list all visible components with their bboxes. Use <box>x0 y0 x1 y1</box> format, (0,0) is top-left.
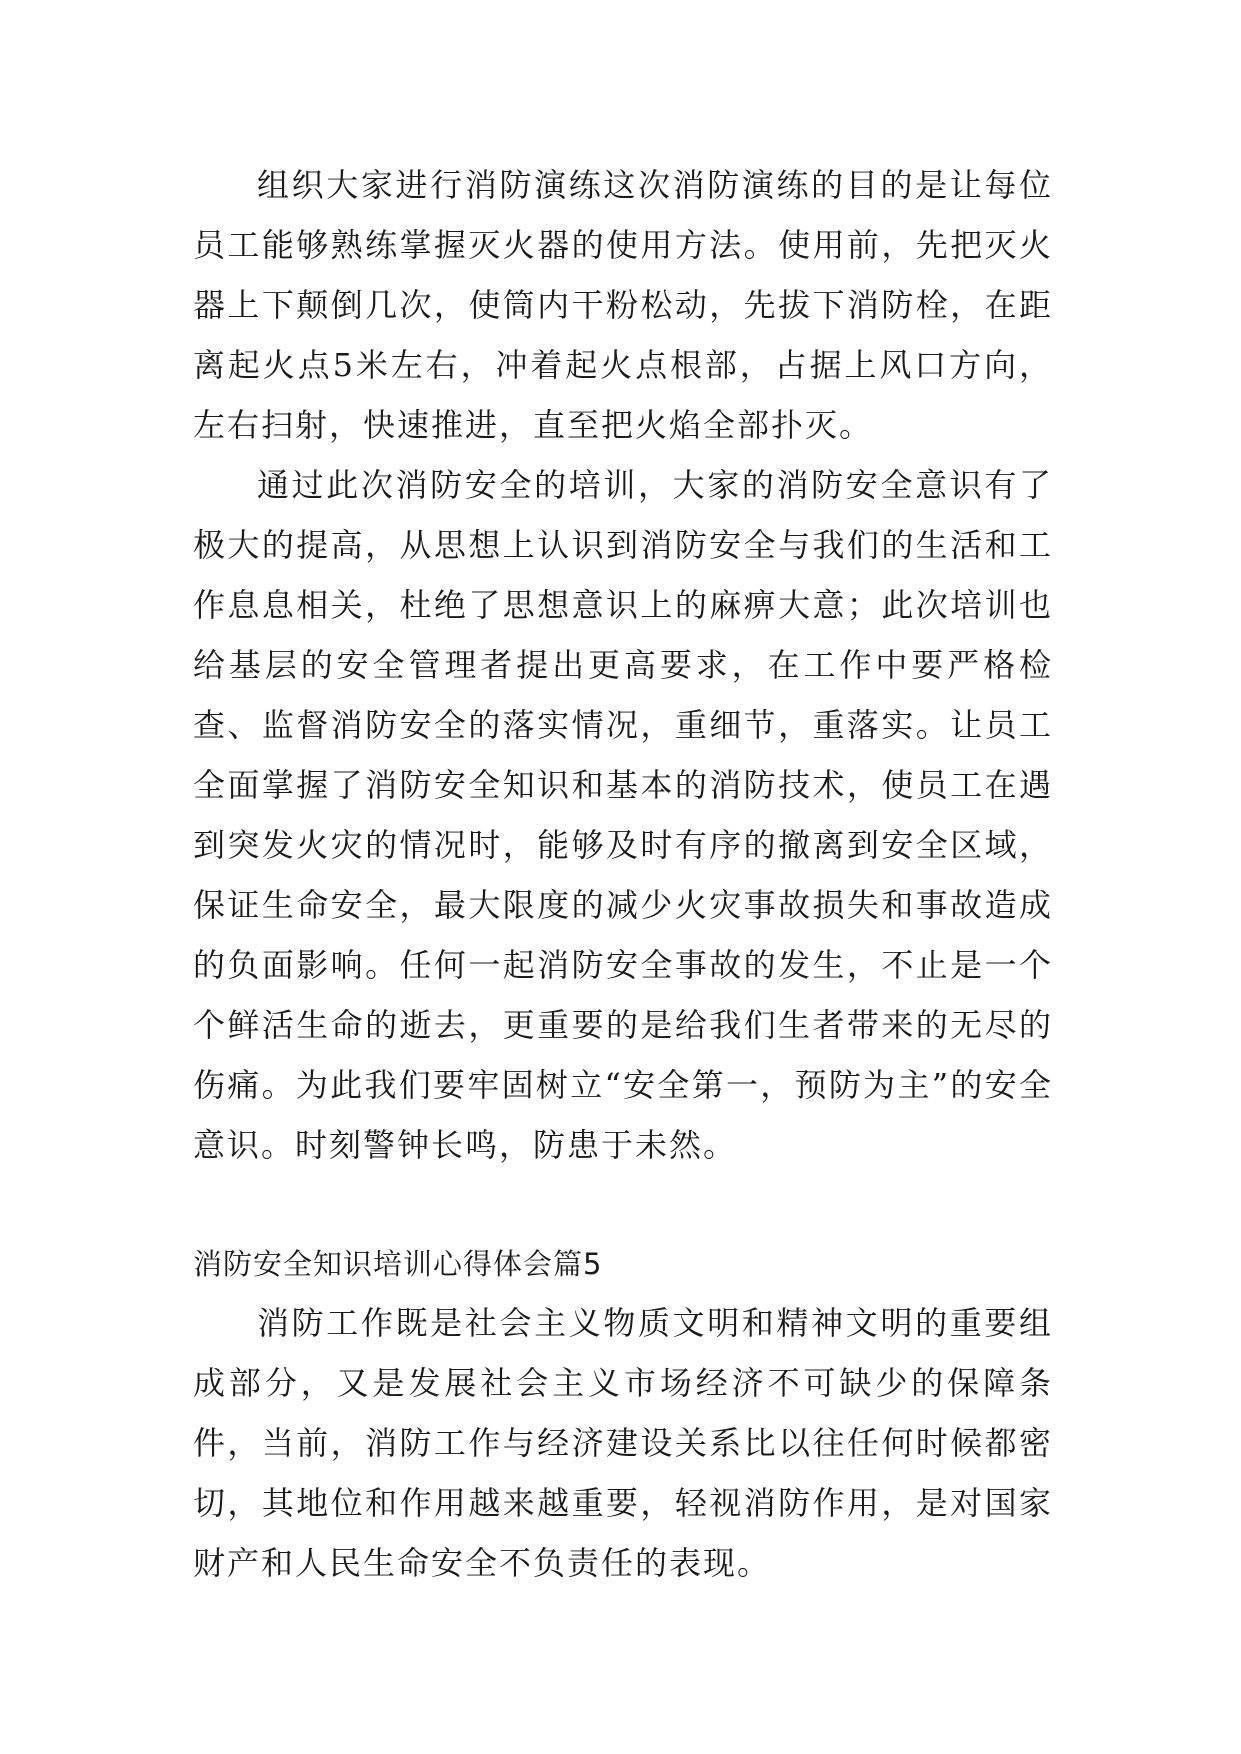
paragraph-training-reflection: 通过此次消防安全的培训，大家的消防安全意识有了极大的提高，从思想上认识到消防安全与我们的生活和工作息息相关，杜绝了思想意识上的麻痹大意；此次培训也给基层的安全管理者提出更高要求，在工作中要严格检查、监督消防安全的落实情况，重细节，重落实。让员工全面掌握了消防安全知识和基本的消防技术，使员工在遇到突发火灾的情况时，能够及时有序的撤离到安全区域，保证生命安全，最大限度的减少火灾事故损失和事故造成的负面影响。任何一起消防安全事故的发生，不止是一个个鲜活生命的逝去，更重要的是给我们生者带来的无尽的伤痛。为此我们要牢固树立“安全第一，预防为主”的安全意识。时刻警钟长鸣，防患于未然。 <box>193 466 1053 1164</box>
section-heading: 消防安全知识培训心得体会篇5 <box>193 1247 603 1281</box>
paragraph-fire-drill: 组织大家进行消防演练这次消防演练的目的是让每位员工能够熟练掌握灭火器的使用方法。使用前，先把灭火器上下颠倒几次，使筒内干粉松动，先拔下消防栓，在距离起火点5米左右，冲着起火点根部，占据上风口方向，左右扫射，快速推进，直至把火焰全部扑灭。 <box>193 166 1053 444</box>
document-page <box>193 155 1053 1593</box>
paragraph-fire-work-importance: 消防工作既是社会主义物质文明和精神文明的重要组成部分，又是发展社会主义市场经济不可缺少的保障条件，当前，消防工作与经济建设关系比以往任何时候都密切，其地位和作用越来越重要，轻视消防作用，是对国家财产和人民生命安全不负责任的表现。 <box>193 1304 1053 1582</box>
